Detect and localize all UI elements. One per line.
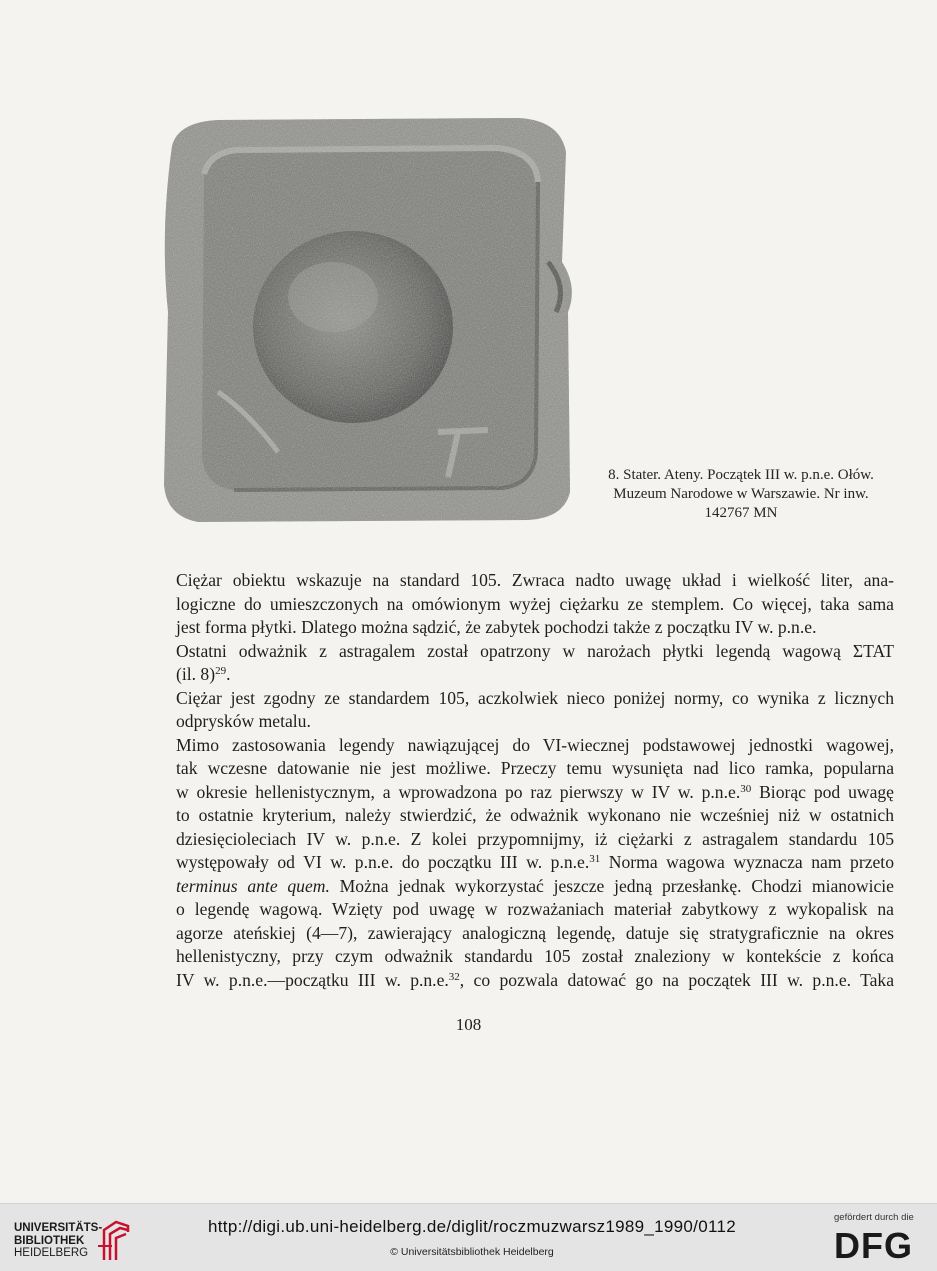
caption-line: 8. Stater. Ateny. Początek III w. p.n.e. Ołów. <box>608 467 874 483</box>
permalink-url[interactable]: http://digi.ub.uni-heidelberg.de/diglit/roczmuzwarsz1989_1990/0112 <box>208 1217 736 1236</box>
logo-line: UNIVERSITÄTS- <box>14 1222 103 1234</box>
ub-mark-icon <box>98 1216 132 1264</box>
text-line: dziesięcioleciach IV w. p.n.e. Z kolei przypomnijmy, iż ciężarki z astragalem standardu 105 <box>176 828 894 849</box>
stater-photo <box>158 112 578 524</box>
body-text <box>148 569 894 992</box>
paragraph <box>148 569 894 640</box>
footnote-ref[interactable]: 29 <box>215 665 227 677</box>
svg-text:DFG: DFG <box>834 1225 913 1263</box>
text-line: o legendę wagową. Wzięty pod uwagę w rozważaniach materiał zabytkowy z wykopalisk na <box>176 899 894 919</box>
funder-label: gefördert durch die <box>834 1212 914 1223</box>
ub-heidelberg-logo[interactable] <box>14 1216 154 1262</box>
caption-line: Muzeum Narodowe w Warszawie. Nr inw. <box>613 486 869 502</box>
text-line: terminus ante quem. Można jednak wykorzystać jeszcze jedną przesłankę. Chodzi mianowicie <box>176 875 894 896</box>
footnote-ref[interactable]: 32 <box>448 970 460 983</box>
caption-line: 142767 MN <box>704 505 778 521</box>
text-line: Mimo zastosowania legendy nawiązującej do VI-wiecznej podstawowej jednostki wagowej, <box>176 734 894 755</box>
text-line: agorze ateńskiej (4—7), zawierający analogiczną legendę, datuje się stratygraficznie na okres <box>176 922 894 943</box>
text-line: Ostatni odważnik z astragalem został opatrzony w narożach płytki legendą wagową ΣΤΑΤ <box>176 640 894 661</box>
text-line: jest forma płytki. Dlatego można sądzić, że zabytek pochodzi także z początku IV w. p.n.e. <box>176 617 817 637</box>
text-line: występowały od VI w. p.n.e. do początku III w. p.n.e.$^{31}$ Norma wagowa wyznacza nam przeto <box>176 852 894 872</box>
paragraph <box>148 640 894 687</box>
text-line: w okresie hellenistycznym, a wprowadzona po raz pierwszy w IV w. p.n.e.$^{30}$ Biorąc pod uwagę <box>176 781 894 802</box>
page-number: 108 <box>455 1015 482 1034</box>
text-line: to ostatnie kryterium, należy stwierdzić, że odważnik wykonano nie wcześniej niż w ostatnich <box>176 805 894 825</box>
text-line: hellenistyczny, przy czym odważnik standardu 105 został znaleziony w kontekście z końca <box>176 946 894 966</box>
text-line: odprysków metalu. <box>176 711 311 731</box>
footer-bar <box>0 1203 937 1271</box>
text-line: (il. 8)$^{29}$. <box>176 664 231 684</box>
text-line: logiczne do umieszczonych na omówionym wyżej ciężarku ze stemplem. Co więcej, taka sama <box>176 593 894 614</box>
figure-caption <box>586 466 896 523</box>
dfg-logo-icon[interactable] <box>832 1225 924 1263</box>
text-line: tak wczesne datowanie nie jest możliwe. Przeczy temu wysunięta nad lico ramka, popularna <box>176 758 894 778</box>
logo-line: HEIDELBERG <box>14 1247 89 1259</box>
footnote-ref[interactable]: 31 <box>589 853 601 865</box>
logo-line: BIBLIOTHEK <box>14 1234 85 1247</box>
paragraph <box>148 687 894 734</box>
text-line: IV w. p.n.e.—początku III w. p.n.e.$^{32}$, co pozwala datować go na początek III w. p.n.e. Taka <box>176 969 894 990</box>
paragraph <box>148 734 894 993</box>
copyright-notice: © Universitätsbibliothek Heidelberg <box>390 1246 554 1258</box>
text-line: Ciężar jest zgodny ze standardem 105, aczkolwiek nieco poniżej normy, co wynika z licznych <box>176 687 894 708</box>
text-line: Ciężar obiektu wskazuje na standard 105. Zwraca nadto uwagę układ i wielkość liter, ana- <box>176 570 894 590</box>
footnote-ref[interactable]: 30 <box>740 782 752 795</box>
